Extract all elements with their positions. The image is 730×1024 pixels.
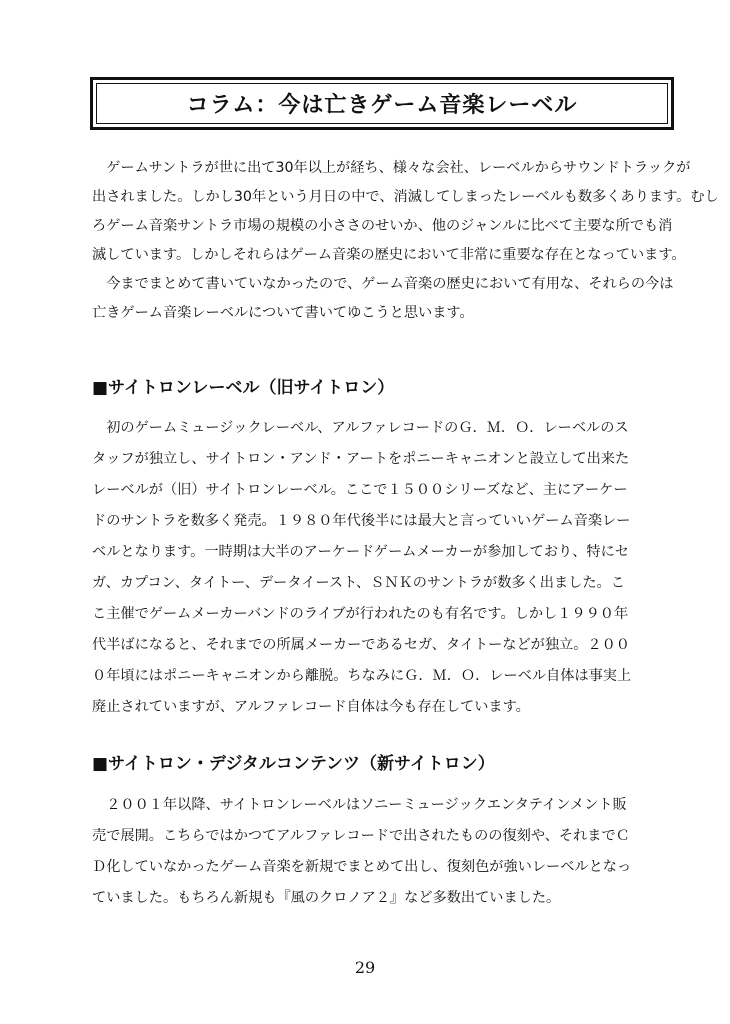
page-number: 29 — [354, 958, 376, 977]
text-line: レーベルが（旧）サイトロンレーベル。ここで１５００シリーズなど、主にアーケー — [92, 482, 628, 498]
text-line: 滅しています。しかしそれらはゲーム音楽の歴史において非常に重要な存在となっています。 — [92, 247, 686, 263]
section-body-saitron-label — [92, 413, 631, 723]
text-line: 代半ばになると、それまでの所属メーカーであるセガ、タイトーなどが独立。２００ — [92, 637, 630, 653]
text-line: 初のゲームミュージックレーベル、アルファレコードのＧ．Ｍ．Ｏ．レーベルのス — [92, 420, 629, 436]
section-body-saitron-digital-contents — [92, 790, 631, 914]
text-line: こ主催でゲームメーカーバンドのライブが行われたのも有名です。しかし１９９０年 — [92, 606, 629, 622]
text-line: タッフが独立し、サイトロン・アンド・アートをポニーキャニオンと設立して出来た — [92, 451, 630, 467]
column-title-inner-border — [96, 83, 668, 124]
text-line: 売で展開。こちらではかつてアルファレコードで出されたものの復刻や、それまでＣ — [92, 828, 630, 844]
text-line: ベルとなります。一時期は大半のアーケードゲームメーカーが参加しており、特にセ — [92, 544, 629, 560]
text-line: ろゲーム音楽サントラ市場の規模の小ささのせいか、他のジャンルに比べて主要な所でも消 — [92, 218, 673, 234]
section-heading-saitron-digital-contents: ■サイトロン・デジタルコンテンツ（新サイトロン） — [92, 754, 495, 774]
text-line: 今までまとめて書いていなかったので、ゲーム音楽の歴史において有用な、それらの今は — [92, 276, 674, 292]
text-line: Ｄ化していなかったゲーム音楽を新規でまとめて出し、復刻色が強いレーベルとなっ — [92, 859, 632, 875]
text-line: ていました。もちろん新規も『風のクロノア２』など多数出ていました。 — [92, 890, 561, 906]
text-line: 廃止されていますが、アルファレコード自体は今も存在しています。 — [92, 699, 530, 715]
text-line: ０年頃にはポニーキャニオンから離脱。ちなみにＧ．Ｍ．Ｏ．レーベル自体は事実上 — [92, 668, 632, 684]
text-line: ガ、カプコン、タイトー、データイースト、ＳＮＫのサントラが数多く出ました。こ — [92, 575, 625, 591]
column-title-box — [90, 77, 674, 130]
column-title: コラム：今は亡きゲーム音楽レーベル — [186, 92, 578, 118]
text-line: ドのサントラを数多く発売。１９８０年代後半には最大と言っていいゲーム音楽レー — [92, 513, 631, 529]
text-line: 亡きゲーム音楽レーベルについて書いてゆこうと思います。 — [92, 305, 474, 321]
text-line: ２００１年以降、サイトロンレーベルはソニーミュージックエンタテインメント販 — [92, 797, 627, 813]
text-line: ゲームサントラが世に出て30年以上が経ち、様々な会社、レーベルからサウンドトラックが — [92, 160, 691, 176]
intro-paragraph — [92, 154, 719, 328]
text-line: 出されました。しかし30年という月日の中で、消滅してしまったレーベルも数多くあります。むし — [92, 189, 719, 205]
section-heading-saitron-label: ■サイトロンレーベル（旧サイトロン） — [92, 378, 395, 398]
